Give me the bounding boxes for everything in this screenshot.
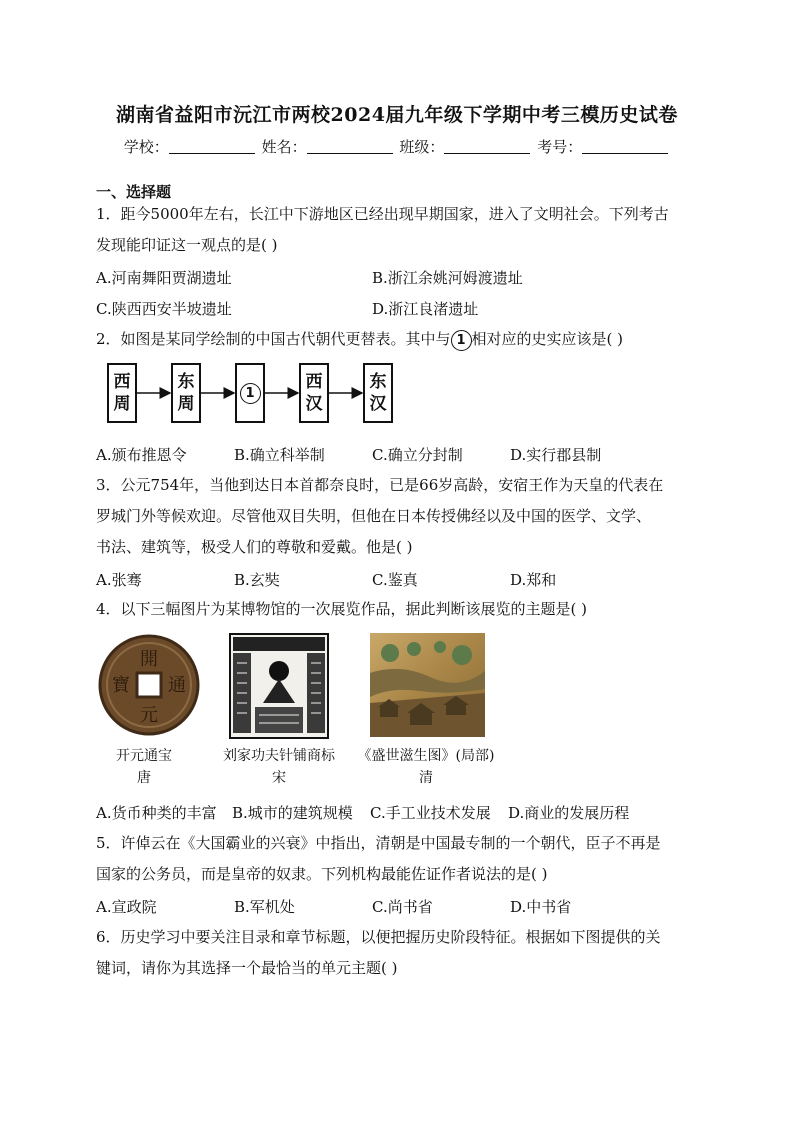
q3-line2: 罗城门外等候欢迎。尽管他双目失明，但他在日本传授佛经以及中国的医学、文学、 [96,507,652,525]
circled-number-icon: 1 [240,383,261,404]
q3-option-d[interactable]: D.郑和 [510,571,557,589]
q5-option-d[interactable]: D.中书省 [510,898,572,916]
exam-number-label: 考号： [537,138,583,156]
caption-coin-title: 开元通宝 [116,748,172,764]
q4-option-c[interactable]: C.手工业技术发展 [370,804,491,822]
q1-option-d[interactable]: D.浙江良渚遗址 [372,300,479,318]
flow-arrows [107,363,407,427]
caption-trademark-title: 刘家功夫针铺商标 [223,748,335,764]
coin-char-bottom: 元 [140,705,158,726]
coin-char-right: 通 [168,675,186,696]
coin-char-top: 開 [140,649,158,670]
student-info-line [0,136,794,157]
q4-option-b[interactable]: B.城市的建筑规模 [232,804,353,822]
flow-box-dongzhou: 东周 [171,363,201,423]
q4-line1: 4．以下三幅图片为某博物馆的一次展览作品，据此判断该展览的主题是( ) [96,600,588,618]
coin-char-left: 寶 [112,675,130,696]
caption-painting [346,745,506,789]
exam-title: 湖南省益阳市沅江市两校2024届九年级下学期中考三模历史试卷 [116,104,678,126]
q6-line2: 键词，请你为其选择一个最恰当的单元主题( ) [96,959,398,977]
q6-line1: 6．历史学习中要关注目录和章节标题，以便把握历史阶段特征。根据如下图提供的关 [96,928,661,946]
school-blank[interactable] [169,139,255,154]
question-1-stem [96,199,706,261]
q1-option-b[interactable]: B.浙江余姚河姆渡遗址 [372,269,523,287]
caption-painting-dynasty: 清 [419,770,433,786]
question-2-stem [96,324,706,355]
class-blank[interactable] [444,139,530,154]
school-label: 学校： [123,138,169,156]
q1-option-c[interactable]: C.陕西西安半坡遗址 [96,300,232,318]
q3-option-c[interactable]: C.鉴真 [372,571,418,589]
question-5-stem [96,828,706,890]
question-4-stem [96,594,706,625]
flow-box-xizhou: 西周 [107,363,137,423]
q2-text-pre: 2．如图是某同学绘制的中国古代朝代更替表。其中与 [96,330,451,348]
q5-option-a[interactable]: A.宣政院 [96,898,157,916]
caption-trademark-dynasty: 宋 [272,770,286,786]
caption-coin-dynasty: 唐 [137,770,151,786]
q2-option-b[interactable]: B.确立科举制 [234,446,325,464]
q5-option-c[interactable]: C.尚书省 [372,898,433,916]
q5-line1: 5．许倬云在《大国霸业的兴衰》中指出，清朝是中国最专制的一个朝代，臣子不再是 [96,834,661,852]
caption-coin [104,745,184,789]
q2-option-c[interactable]: C.确立分封制 [372,446,463,464]
caption-trademark [214,745,344,789]
q4-option-a[interactable]: A.货币种类的丰富 [96,804,217,822]
q2-option-d[interactable]: D.实行郡县制 [510,446,602,464]
q1-option-a[interactable]: A.河南舞阳贾湖遗址 [96,269,232,287]
class-label: 班级： [399,138,445,156]
circled-number-icon: 1 [451,330,472,351]
q4-option-d[interactable]: D.商业的发展历程 [508,804,630,822]
q3-option-b[interactable]: B.玄奘 [234,571,280,589]
caption-painting-title: 《盛世滋生图》(局部) [357,748,495,764]
name-label: 姓名： [261,138,307,156]
section-heading: 一、选择题 [96,183,172,201]
name-blank[interactable] [307,139,393,154]
q5-option-b[interactable]: B.军机处 [234,898,295,916]
question-3-stem [96,470,706,563]
q1-line2: 发现能印证这一观点的是( ) [96,236,278,254]
q3-option-a[interactable]: A.张骞 [96,571,142,589]
q2-text-post: 相对应的史实应该是( ) [471,330,624,348]
q2-option-a[interactable]: A.颁布推恩令 [96,446,187,464]
q1-line1: 1．距今5000年左右，长江中下游地区已经出现早期国家，进入了文明社会。下列考古 [96,205,669,223]
q5-line2: 国家的公务员，而是皇帝的奴隶。下列机构最能佐证作者说法的是( ) [96,865,548,883]
kaiyuan-coin-image [97,633,201,737]
flow-box-xihan: 西汉 [299,363,329,423]
flow-box-donghan: 东汉 [363,363,393,423]
q3-line1: 3．公元754年，当他到达日本首都奈良时，已是66岁高龄，安宿王作为天皇的代表在 [96,476,664,494]
exam-number-blank[interactable] [582,139,668,154]
needle-shop-trademark-image [229,633,329,739]
shengshi-zisheng-painting-image [370,633,485,737]
question-6-stem [96,922,706,984]
q3-line3: 书法、建筑等，极受人们的尊敬和爱戴。他是( ) [96,538,413,556]
dynasty-flow-diagram [107,363,407,427]
